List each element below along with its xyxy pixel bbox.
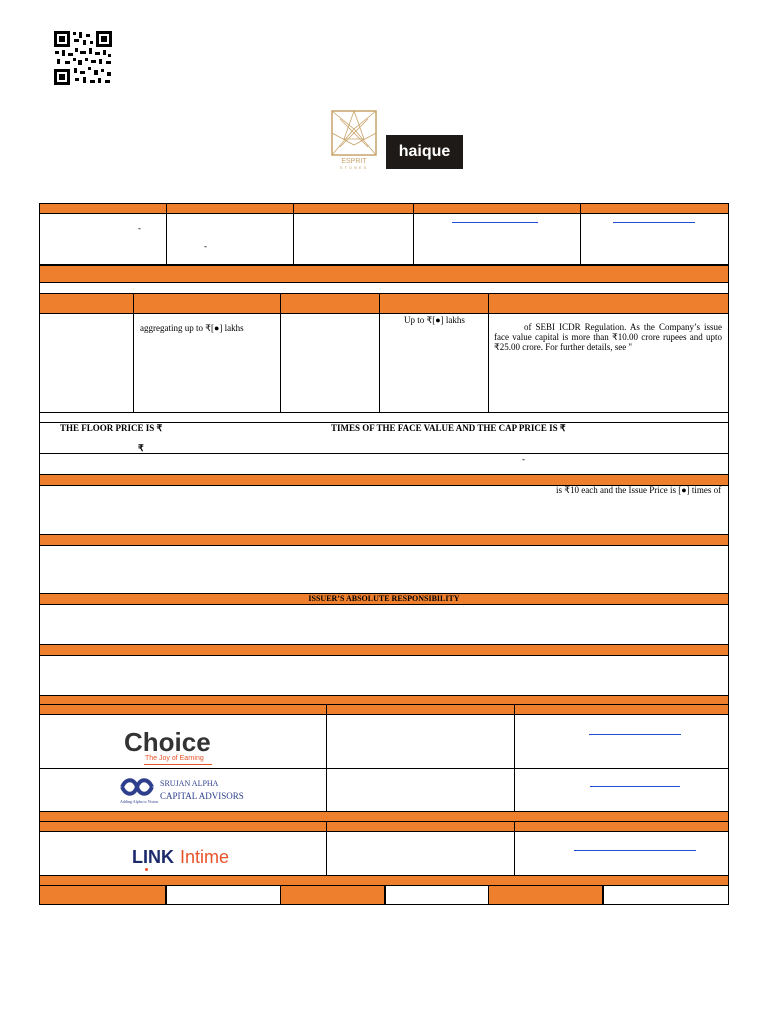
link-intime-logo-dot	[145, 868, 148, 871]
general-risks-body	[39, 545, 729, 594]
divider	[379, 293, 380, 413]
floor-price-label: THE FLOOR PRICE IS ₹	[60, 423, 163, 433]
top-dash-2: -	[204, 241, 207, 251]
haique-logo-text: haique	[398, 143, 451, 160]
srujan-alpha-tagline: Adding Alpha to Vision	[120, 799, 159, 804]
divider	[280, 885, 281, 905]
top-table-body	[39, 213, 729, 265]
website-link[interactable]	[613, 222, 695, 223]
srujan-alpha-line1: SRUJAN ALPHA	[160, 779, 219, 788]
link-intime-logo-part2: Intime	[180, 847, 230, 867]
esprit-logo-mark	[330, 109, 378, 159]
issue-title-bar	[39, 265, 729, 283]
issue-table-header	[39, 293, 729, 314]
top-dash-1: -	[138, 223, 141, 233]
divider	[514, 821, 515, 876]
srujan-website-link[interactable]	[590, 786, 680, 787]
link-intime-logo-part1: LINK	[132, 847, 174, 867]
responsibility-heading: ISSUER’S ABSOLUTE RESPONSIBILITY	[308, 594, 460, 603]
fresh-issue-size-text: aggregating up to ₹[●] lakhs	[140, 323, 244, 333]
esprit-logo	[330, 109, 378, 171]
rupee-symbol: ₹	[138, 443, 144, 453]
divider	[488, 293, 489, 413]
srujan-alpha-icon	[118, 776, 156, 798]
esprit-logo-text: ESPRIT	[341, 158, 367, 165]
choice-logo	[120, 727, 220, 767]
divider	[280, 293, 281, 413]
listing-body	[39, 655, 729, 696]
srujan-alpha-line2: CAPITAL ADVISORS	[160, 791, 244, 801]
divider	[603, 885, 604, 905]
haique-logo	[386, 135, 463, 169]
esprit-logo-subtext: STONES	[339, 165, 369, 170]
bid-lot-row	[39, 453, 729, 475]
choice-website-link[interactable]	[589, 734, 681, 735]
divider	[580, 203, 581, 265]
choice-logo-underline	[144, 764, 212, 765]
srujan-alpha-logo	[118, 776, 248, 808]
choice-logo-tagline: The Joy of Earning	[145, 755, 204, 762]
registrar-website-link[interactable]	[574, 850, 696, 851]
bid-dash: -	[522, 454, 525, 464]
divider	[326, 704, 327, 812]
qr-code	[53, 30, 113, 86]
divider	[413, 203, 414, 265]
divider	[166, 885, 167, 905]
eligibility-text: of SEBI ICDR Regulation. As the Company’s issue face value capital is more than ₹10.00 crore rupees and upto ₹25.00 crore. For further details, see "	[494, 322, 722, 352]
link-intime-logo	[132, 846, 242, 872]
bid-opens-label-cell	[39, 885, 166, 905]
bid-closes-label-cell	[280, 885, 385, 905]
responsibility-body	[39, 604, 729, 645]
divider	[293, 203, 294, 265]
divider	[326, 821, 327, 876]
upi-cutoff-label-cell	[488, 885, 603, 905]
choice-logo-text: Choice	[124, 727, 211, 757]
divider	[133, 293, 134, 413]
ofs-size-text: Up to ₹[●] lakhs	[404, 315, 465, 325]
face-value-text: is ₹10 each and the Issue Price is [●] times of	[556, 485, 722, 495]
divider	[514, 704, 515, 812]
email-link[interactable]	[452, 222, 538, 223]
divider	[385, 885, 386, 905]
divider	[166, 203, 167, 265]
cap-price-label: TIMES OF THE FACE VALUE AND THE CAP PRICE IS ₹	[331, 423, 566, 433]
divider	[488, 885, 489, 905]
